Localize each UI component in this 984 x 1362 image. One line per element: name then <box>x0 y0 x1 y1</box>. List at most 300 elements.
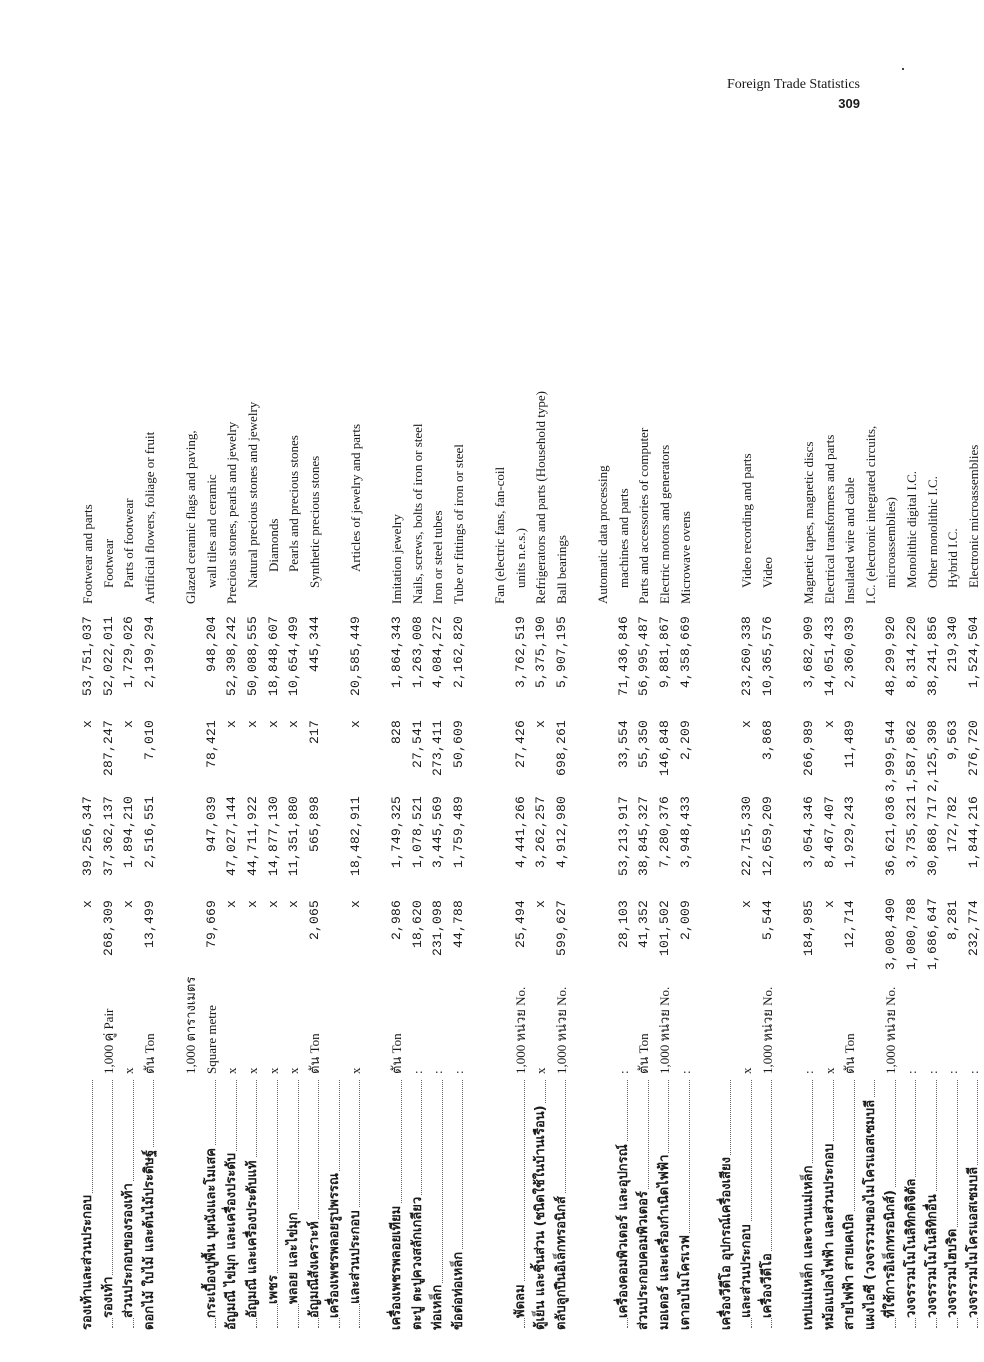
value-cell-1: 2,516,551 <box>142 796 158 869</box>
table-row <box>119 152 140 1332</box>
thai-description-cell <box>243 1076 264 1332</box>
spacer-cell <box>572 614 593 718</box>
quantity-cell-2 <box>490 718 511 794</box>
table-row <box>902 152 923 1332</box>
quantity-cell-1 <box>490 898 511 972</box>
thai-label: รองเท้า <box>100 1276 116 1318</box>
unit-cell: : <box>965 1070 981 1074</box>
table-row <box>325 152 346 1332</box>
value-cell-1: 4,441,266 <box>512 796 528 869</box>
value-cell-2: 8,314,220 <box>904 616 920 689</box>
value-cell-2: 2,360,039 <box>842 616 858 689</box>
table-row <box>758 152 779 1332</box>
value-cell-2: 50,088,555 <box>245 616 261 697</box>
thai-label: วงจรรวมโมโนลิทิกดิจิตัล <box>904 1178 920 1318</box>
thai-label: อัญมณีสังเคราะห์ <box>306 1221 322 1318</box>
thai-label: กระเบื้องปูพื้น บุผนังและโมเสค <box>203 1148 219 1318</box>
scan-speck <box>902 68 904 70</box>
value-cell-2 <box>861 614 882 718</box>
value-cell-1 <box>593 794 614 898</box>
value-cell-1: 22,715,330 <box>739 796 755 877</box>
thai-description-cell <box>675 1076 696 1332</box>
spacer-cell <box>469 794 490 898</box>
value-cell-2: 3,682,909 <box>801 616 817 689</box>
spacer-cell <box>696 794 717 898</box>
value-cell-1: 3,262,257 <box>533 796 549 869</box>
thai-description-cell <box>99 1076 120 1332</box>
value-cell-2: 71,436,846 <box>615 616 631 697</box>
thai-label: วงจรรวมโมโนลิทิกอื่น <box>924 1194 940 1318</box>
thai-description-cell <box>593 1076 614 1332</box>
group-spacer <box>366 152 387 1332</box>
quantity-cell-2: x <box>821 720 837 729</box>
english-description-cell: Automatic data processing <box>595 465 611 604</box>
spacer-cell <box>160 972 181 1076</box>
value-cell-1 <box>861 794 882 898</box>
value-cell-2: 1,263,008 <box>409 616 425 689</box>
quantity-cell-1: 5,544 <box>759 900 775 941</box>
spacer-cell <box>160 898 181 972</box>
quantity-cell-1: 231,098 <box>430 900 446 957</box>
thai-description-cell <box>634 1076 655 1332</box>
spacer-cell <box>469 1076 490 1332</box>
thai-label: สายไฟฟ้า สายเคเบิล <box>842 1213 858 1330</box>
value-cell-2: 52,022,011 <box>100 616 116 697</box>
thai-label: ท่อเหล็ก <box>430 1284 446 1330</box>
english-description-cell: Iron or steel tubes <box>430 510 446 604</box>
table-row <box>181 152 202 1332</box>
value-cell-2: 219,340 <box>945 616 961 673</box>
unit-cell: x <box>533 1067 549 1074</box>
table-row <box>819 152 840 1332</box>
quantity-cell-1: 184,985 <box>801 900 817 957</box>
value-cell-2: 48,299,920 <box>883 616 899 697</box>
thai-label: แผงไอซี (วงจรรวมของไมโครแอสเซมบลี <box>862 1099 878 1330</box>
table-row <box>922 152 943 1332</box>
thai-description-cell <box>510 1076 531 1332</box>
group-spacer <box>572 152 593 1332</box>
thai-description-cell <box>799 1076 820 1332</box>
quantity-cell-2: 27,541 <box>409 720 425 769</box>
table-row <box>655 152 676 1332</box>
quantity-cell-1: 8,281 <box>945 900 961 941</box>
table-row <box>799 152 820 1332</box>
spacer-cell <box>469 614 490 718</box>
quantity-cell-2: 2,209 <box>677 720 693 761</box>
unit-cell: : <box>409 1070 425 1074</box>
spacer-cell <box>696 718 717 794</box>
unit-cell: x <box>821 1067 837 1074</box>
spacer-cell <box>366 794 387 898</box>
thai-label: ส่วนประกอบคอมพิวเตอร์ <box>636 1191 652 1330</box>
table-row <box>634 152 655 1332</box>
thai-description-cell <box>552 1076 573 1332</box>
value-cell-2 <box>181 614 202 718</box>
value-cell-2: 23,260,338 <box>739 616 755 697</box>
quantity-cell-2: 287,247 <box>100 720 116 777</box>
table-row <box>490 152 511 1332</box>
english-description-cell: Precious stones, pearls and jewelry <box>224 421 240 604</box>
thai-label: เครื่องวีดีโอ <box>759 1253 775 1318</box>
quantity-cell-2: 2,125,398 <box>924 719 940 792</box>
value-cell-2: 2,162,820 <box>450 616 466 689</box>
thai-description-cell <box>902 1076 923 1332</box>
spacer-cell <box>160 152 181 614</box>
english-description-cell: Magnetic tapes, magnetic discs <box>801 441 817 604</box>
value-cell-2: 10,654,499 <box>286 616 302 697</box>
quantity-cell-1: 3,008,490 <box>883 897 899 970</box>
table-row <box>99 152 120 1332</box>
quantity-cell-2: x <box>80 720 96 729</box>
quantity-cell-2: 50,609 <box>450 720 466 769</box>
spacer-cell <box>366 1076 387 1332</box>
spacer-cell <box>469 972 490 1076</box>
value-cell-2: 5,375,190 <box>533 616 549 689</box>
spacer-cell <box>572 152 593 614</box>
english-description-cell <box>716 152 737 614</box>
value-cell-2: 14,051,433 <box>821 616 837 697</box>
english-description-cell: Parts of footwear <box>121 498 137 588</box>
thai-label: หม้อแปลงไฟฟ้า และส่วนประกอบ <box>821 1143 837 1330</box>
english-description-cell: Electrical transformers and parts <box>821 434 837 604</box>
unit-cell <box>325 972 346 1076</box>
page-header <box>690 76 860 114</box>
unit-cell: 1,000 คู่ Pair <box>100 1008 116 1074</box>
unit-cell: x <box>265 1067 281 1074</box>
spacer-cell <box>778 972 799 1076</box>
thai-description-cell <box>449 1076 470 1332</box>
table-row <box>284 152 305 1332</box>
english-description-cell: Articles of jewelry and parts <box>348 423 364 572</box>
thai-label: เทปแม่เหล็ก และจานแม่เหล็ก <box>801 1165 817 1330</box>
unit-cell: Square metre <box>203 1005 219 1074</box>
thai-label: และส่วนประกอบ <box>739 1224 755 1318</box>
value-cell-2: 53,751,037 <box>80 616 96 697</box>
quantity-cell-1: x <box>348 900 364 909</box>
table-row <box>840 152 861 1332</box>
thai-description-cell <box>202 1076 223 1332</box>
thai-label: ตลับลูกปืนอิเล็กทรอนิกส์ <box>553 1196 569 1330</box>
value-cell-2: 5,907,195 <box>553 616 569 689</box>
quantity-cell-2: x <box>286 720 302 729</box>
thai-description-cell <box>284 1076 305 1332</box>
unit-cell <box>716 972 737 1076</box>
unit-cell: : <box>450 1070 466 1074</box>
group-spacer <box>469 152 490 1332</box>
table-row <box>140 152 161 1332</box>
thai-label: เครื่องคอมพิวเตอร์ และอุปกรณ์ <box>615 1144 631 1318</box>
thai-description-cell <box>819 1076 840 1332</box>
quantity-cell-1: 28,103 <box>615 900 631 949</box>
table-row <box>943 152 964 1332</box>
group-spacer <box>696 152 717 1332</box>
table-row <box>202 152 223 1332</box>
value-cell-1: 47,027,144 <box>224 796 240 877</box>
running-title: Foreign Trade Statistics <box>726 77 860 92</box>
quantity-cell-1: 101,502 <box>656 900 672 957</box>
value-cell-1: 3,948,433 <box>677 796 693 869</box>
english-description-cell: Footwear <box>100 538 116 588</box>
thai-label: เครื่องวีดีโอ อุปกรณ์เครื่องเสียง <box>718 1157 734 1330</box>
value-cell-1: 1,844,216 <box>965 796 981 869</box>
spacer-cell <box>778 794 799 898</box>
english-description-cell: Electronic microassemblies <box>965 444 981 588</box>
value-cell-2: 1,729,026 <box>121 616 137 689</box>
value-cell-1: 8,467,407 <box>821 796 837 869</box>
english-description-cell: Footwear and parts <box>80 504 96 604</box>
quantity-cell-1: 232,774 <box>965 900 981 957</box>
english-description-cell: Diamonds <box>265 518 281 572</box>
value-cell-2: 445,344 <box>306 616 322 673</box>
thai-description-cell <box>490 1076 511 1332</box>
table-row <box>387 152 408 1332</box>
thai-label: ดอกไม้ ใบไม้ และต้นไม้ประดิษฐ์ <box>142 1149 158 1330</box>
thai-description-cell <box>78 1076 99 1332</box>
quantity-cell-1: 44,788 <box>450 900 466 949</box>
unit-cell: 1,000 หน่วย No. <box>759 986 775 1074</box>
unit-cell: ตัน Ton <box>636 1033 652 1074</box>
unit-cell <box>78 972 99 1076</box>
quantity-cell-2: 33,554 <box>615 720 631 769</box>
unit-cell: : <box>924 1070 940 1074</box>
table-row <box>613 152 634 1332</box>
thai-label: รองเท้าและส่วนประกอบ <box>80 1194 96 1330</box>
quantity-cell-2: 266,989 <box>801 720 817 777</box>
quantity-cell-1: 25,494 <box>512 900 528 949</box>
unit-cell: x <box>245 1067 261 1074</box>
quantity-cell-1: x <box>821 900 837 909</box>
value-cell-2: 1,864,343 <box>389 616 405 689</box>
thai-label: ที่ใช้การอิเล็กทรอนิกส์) <box>883 1190 899 1318</box>
unit-cell: 1,000 หน่วย No. <box>883 986 899 1074</box>
unit-cell: x <box>286 1067 302 1074</box>
table-row <box>449 152 470 1332</box>
thai-description-cell <box>964 1076 984 1332</box>
quantity-cell-2: 11,489 <box>842 720 858 769</box>
english-description-cell: Ball bearings <box>553 535 569 604</box>
value-cell-1: 14,877,130 <box>265 796 281 877</box>
quantity-cell-2 <box>861 718 882 794</box>
quantity-cell-1: 2,009 <box>677 900 693 941</box>
unit-cell: : <box>430 1070 446 1074</box>
english-description-cell: Synthetic precious stones <box>306 455 322 588</box>
english-description-cell: Electric motors and generators <box>656 444 672 604</box>
thai-label: ตู้เย็น และชิ้นส่วน (ชนิดใช้ในบ้านเรือน) <box>533 1105 549 1330</box>
english-description-cell: I.C. (electronic integrated circuits, <box>862 425 878 604</box>
unit-cell <box>593 972 614 1076</box>
table-row <box>552 152 573 1332</box>
table-row <box>305 152 326 1332</box>
unit-cell: ตัน Ton <box>306 1033 322 1074</box>
thai-description-cell <box>181 1076 202 1332</box>
thai-label: เครื่องเพชรพลอยเทียม <box>389 1205 405 1330</box>
thai-label: เตาอบไมโครเวฟ <box>677 1235 693 1330</box>
quantity-cell-2: 276,720 <box>965 720 981 777</box>
english-description-cell: Glazed ceramic flags and paving, <box>183 430 199 604</box>
value-cell-2: 56,995,487 <box>636 616 652 697</box>
english-description-cell: microassemblies) <box>883 497 899 588</box>
value-cell-1: 36,621,036 <box>883 796 899 877</box>
spacer-cell <box>160 614 181 718</box>
spacer-cell <box>160 794 181 898</box>
value-cell-1: 1,749,325 <box>389 796 405 869</box>
spacer-cell <box>572 718 593 794</box>
quantity-cell-2: x <box>265 720 281 729</box>
table-row <box>881 152 902 1332</box>
table-row <box>716 152 737 1332</box>
unit-cell: 1,000 หน่วย No. <box>553 986 569 1074</box>
quantity-cell-1: 2,065 <box>306 900 322 941</box>
unit-cell: 1,000 หน่วย No. <box>512 986 528 1074</box>
table-row <box>346 152 367 1332</box>
english-description-cell: Tube or fittings of iron or steel <box>450 444 466 604</box>
thai-description-cell <box>387 1076 408 1332</box>
quantity-cell-2: 146,848 <box>656 720 672 777</box>
unit-cell: x <box>121 1067 137 1074</box>
quantity-cell-2: 698,261 <box>553 720 569 777</box>
spacer-cell <box>696 972 717 1076</box>
thai-description-cell <box>840 1076 861 1332</box>
english-description-cell: Insulated wire and cable <box>842 477 858 604</box>
value-cell-1: 3,054,346 <box>801 796 817 869</box>
thai-label: วงจรรวมไมโครแอสเซมบลี <box>965 1166 981 1318</box>
quantity-cell-1: 18,620 <box>409 900 425 949</box>
spacer-cell <box>366 972 387 1076</box>
value-cell-1: 7,280,376 <box>656 796 672 869</box>
thai-description-cell <box>222 1076 243 1332</box>
unit-cell: ตัน Ton <box>389 1033 405 1074</box>
english-description-cell: Pearls and precious stones <box>286 435 302 572</box>
english-description-cell: Artificial flowers, foliage or fruit <box>142 431 158 604</box>
english-description-cell: Refrigerators and parts (Household type) <box>533 391 549 604</box>
quantity-cell-2: x <box>739 720 755 729</box>
spacer-cell <box>778 718 799 794</box>
trade-statistics-table <box>78 152 984 1332</box>
value-cell-2: 18,848,607 <box>265 616 281 697</box>
quantity-cell-1 <box>716 898 737 972</box>
quantity-cell-2 <box>325 718 346 794</box>
thai-description-cell <box>325 1076 346 1332</box>
value-cell-1: 947,039 <box>203 796 219 853</box>
table-row <box>593 152 614 1332</box>
thai-description-cell <box>716 1076 737 1332</box>
spacer-cell <box>778 1076 799 1332</box>
unit-cell: x <box>739 1067 755 1074</box>
table-row <box>531 152 552 1332</box>
english-description-cell <box>325 152 346 614</box>
value-cell-1 <box>490 794 511 898</box>
table-row <box>428 152 449 1332</box>
table-body <box>78 152 984 1332</box>
thai-description-cell <box>655 1076 676 1332</box>
value-cell-2: 4,084,272 <box>430 616 446 689</box>
value-cell-2: 20,585,449 <box>348 616 364 697</box>
value-cell-2: 9,881,867 <box>656 616 672 689</box>
spacer-cell <box>572 972 593 1076</box>
quantity-cell-1 <box>861 898 882 972</box>
thai-description-cell <box>263 1076 284 1332</box>
quantity-cell-1: 1,080,788 <box>904 897 920 970</box>
spacer-cell <box>366 614 387 718</box>
value-cell-1: 3,735,321 <box>904 796 920 869</box>
thai-label: พัดลม <box>512 1284 528 1318</box>
quantity-cell-2: 217 <box>306 720 322 745</box>
thai-description-cell <box>119 1076 140 1332</box>
quantity-cell-2: 273,411 <box>430 720 446 777</box>
english-description-cell: Natural precious stones and jewelry <box>245 401 261 588</box>
value-cell-1: 18,482,911 <box>348 796 364 877</box>
thai-description-cell <box>613 1076 634 1332</box>
spacer-cell <box>572 1076 593 1332</box>
english-description-cell: Fan (electric fans, fan-coil <box>492 466 508 604</box>
english-description-cell: units n.e.s.) <box>512 528 528 588</box>
quantity-cell-1: 13,499 <box>142 900 158 949</box>
value-cell-1: 39,256,347 <box>80 796 96 877</box>
group-spacer <box>778 152 799 1332</box>
value-cell-1 <box>325 794 346 898</box>
thai-label: มอเตอร์ และเครื่องกำเนิดไฟฟ้า <box>656 1154 672 1330</box>
quantity-cell-2: x <box>348 720 364 729</box>
quantity-cell-1: 599,627 <box>553 900 569 957</box>
table-row <box>964 152 984 1332</box>
thai-description-cell <box>428 1076 449 1332</box>
page-number: 309 <box>838 96 860 111</box>
table-row <box>78 152 99 1332</box>
thai-label: เพชร <box>265 1275 281 1304</box>
thai-description-cell <box>140 1076 161 1332</box>
english-description-cell: Video <box>759 557 775 588</box>
quantity-cell-2: 1,587,862 <box>904 719 920 792</box>
quantity-cell-2: x <box>224 720 240 729</box>
spacer-cell <box>160 718 181 794</box>
spacer-cell <box>469 898 490 972</box>
english-description-cell: Parts and accessories of computer <box>636 427 652 604</box>
value-cell-1: 1,894,210 <box>121 796 137 869</box>
thai-description-cell <box>305 1076 326 1332</box>
table-row <box>263 152 284 1332</box>
quantity-cell-1: 12,714 <box>842 900 858 949</box>
value-cell-1: 53,213,917 <box>615 796 631 877</box>
unit-cell <box>490 972 511 1076</box>
quantity-cell-2: 9,563 <box>945 720 961 761</box>
thai-description-cell <box>881 1076 902 1332</box>
thai-description-cell <box>531 1076 552 1332</box>
spacer-cell <box>366 718 387 794</box>
value-cell-1: 44,711,922 <box>245 796 261 877</box>
spacer-cell <box>469 152 490 614</box>
english-description-cell: Imitation jewelry <box>389 514 405 604</box>
thai-description-cell <box>737 1076 758 1332</box>
unit-cell: : <box>904 1070 920 1074</box>
value-cell-2 <box>490 614 511 718</box>
table-row <box>510 152 531 1332</box>
quantity-cell-2: 3,868 <box>759 720 775 761</box>
quantity-cell-1: x <box>265 900 281 909</box>
english-description-cell: Microwave ovens <box>677 511 693 604</box>
value-cell-2: 3,762,519 <box>512 616 528 689</box>
quantity-cell-2: 27,426 <box>512 720 528 769</box>
spacer-cell <box>778 898 799 972</box>
value-cell-1: 3,445,569 <box>430 796 446 869</box>
thai-label: เครื่องเพชรพลอยรูปพรรณ <box>327 1173 343 1318</box>
thai-description-cell <box>861 1076 882 1332</box>
quantity-cell-1 <box>593 898 614 972</box>
table-row <box>222 152 243 1332</box>
english-description-cell: Nails, screws, bolts of iron or steel <box>409 423 425 604</box>
spacer-cell <box>572 794 593 898</box>
spacer-cell <box>366 898 387 972</box>
value-cell-1: 565,898 <box>306 796 322 853</box>
